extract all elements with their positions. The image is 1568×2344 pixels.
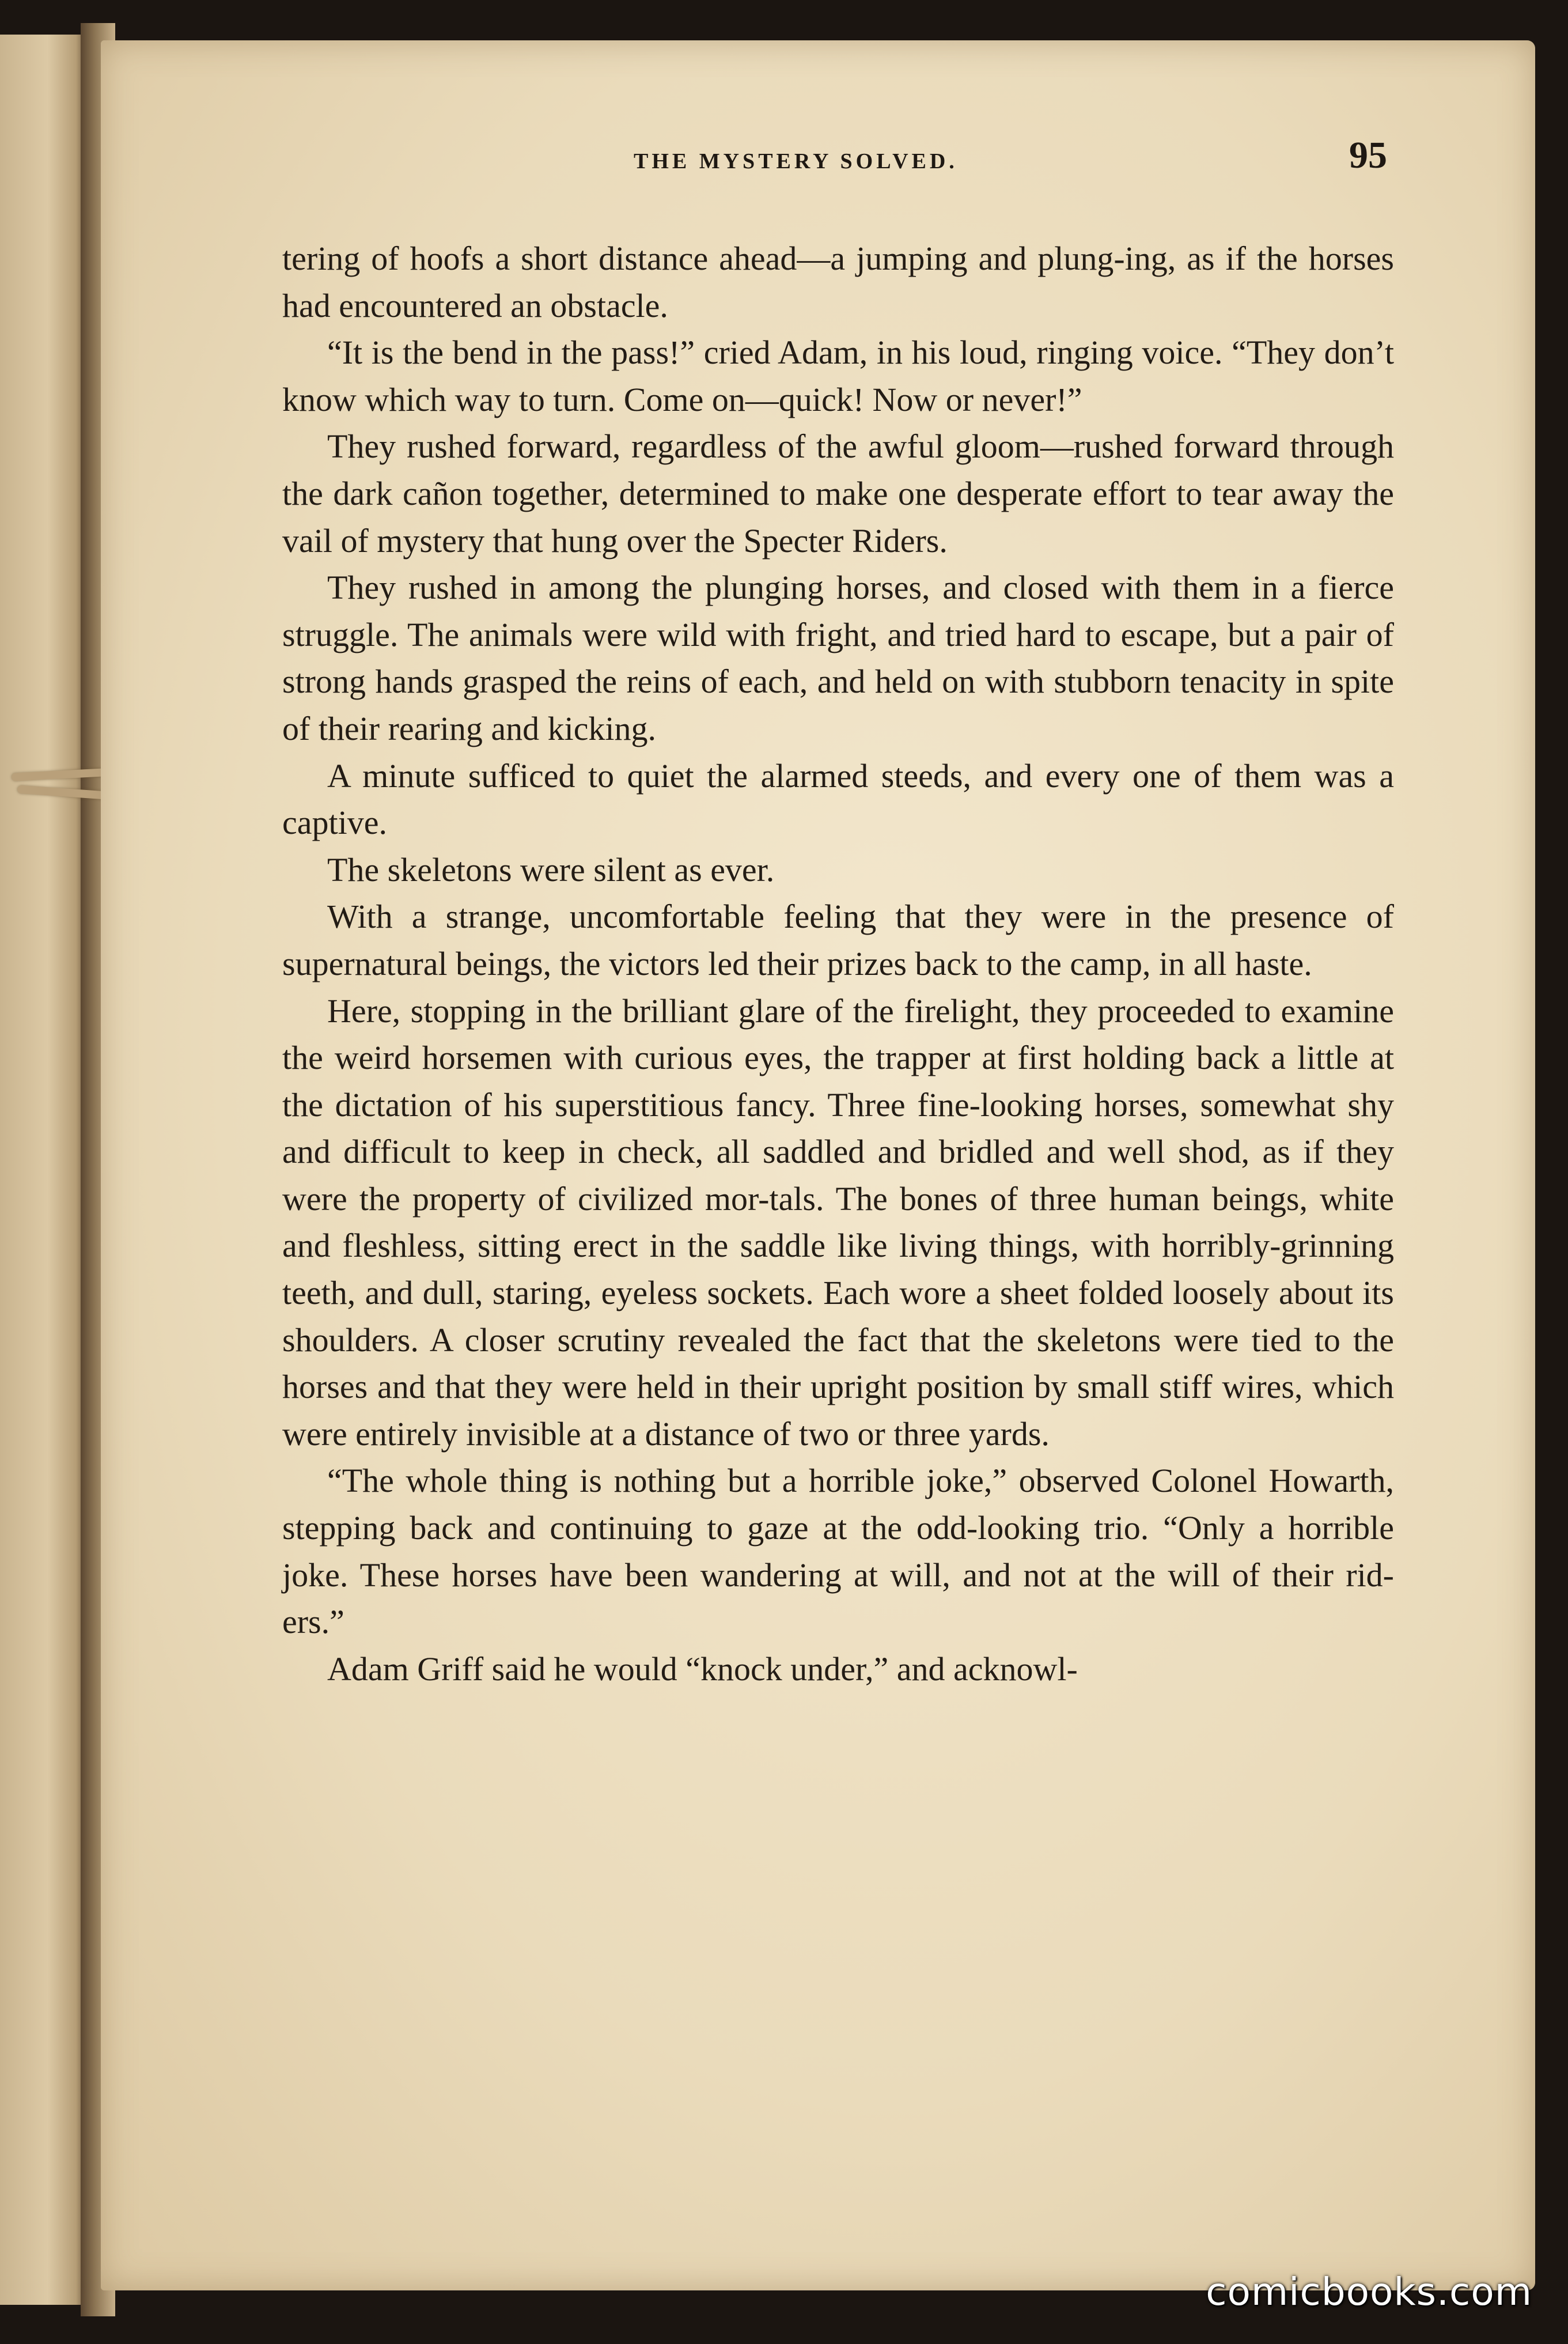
- page-number: 95: [1349, 134, 1387, 176]
- paragraph: “The whole thing is nothing but a horrible joke,” observed Colonel Howarth, stepping back and continuing to gaze at the odd-looking trio. “Only a horrible joke. These horses have been wandering at will, and not at the will of their rid-ers.”: [282, 1462, 1394, 1641]
- paragraph: They rushed in among the plunging horses, and closed with them in a fierce struggle. The animals were wild with fright, and tried hard to escape, but a pair of strong hands grasped the reins of each, and held on with stubborn tenacity in spite of their rearing and kicking.: [282, 569, 1394, 747]
- facing-page-edge: [0, 35, 86, 2305]
- running-head: THE MYSTERY SOLVED.: [634, 149, 958, 173]
- paragraph: They rushed forward, regardless of the awful gloom—rushed forward through the dark cañon together, determined to make one desperate effort to tear away the vail of mystery that hung over the Specter Riders.: [282, 428, 1394, 559]
- site-watermark: comicbooks.com: [1206, 2270, 1532, 2314]
- paragraph: With a strange, uncomfortable feeling that they were in the presence of supernatural beings, the victors led their prizes back to the camp, in all haste.: [282, 898, 1394, 982]
- paragraph: A minute sufficed to quiet the alarmed steeds, and every one of them was a captive.: [282, 757, 1394, 842]
- paragraph: tering of hoofs a short distance ahead—a jumping and plung-ing, as if the horses had encountered an obstacle.: [282, 240, 1394, 324]
- paragraph: Here, stopping in the brilliant glare of the firelight, they proceeded to examine the weird horsemen with curious eyes, the trapper at first holding back a little at the dictation of his superstitious fancy. Three fine-looking horses, somewhat shy and difficult to keep in check, all saddled and bridled and well shod, as if they were the property of civilized mor-tals. The bones of three human beings, white and fleshless, sitting erect in the saddle like living things, with horribly-grinning teeth, and dull, staring, eyeless sockets. Each wore a sheet folded loosely about its shoulders. A closer scrutiny revealed the fact that the skeletons were tied to the horses and that they were held in their upright position by small stiff wires, which were entirely invisible at a distance of two or three yards.: [282, 992, 1394, 1453]
- body-text: [282, 235, 1394, 1692]
- paragraph: “It is the bend in the pass!” cried Adam, in his loud, ringing voice. “They don’t know which way to turn. Come on—quick! Now or never!”: [282, 334, 1394, 418]
- paragraph: Adam Griff said he would “knock under,” and acknowl-: [327, 1650, 1078, 1688]
- paragraph: The skeletons were silent as ever.: [327, 850, 775, 889]
